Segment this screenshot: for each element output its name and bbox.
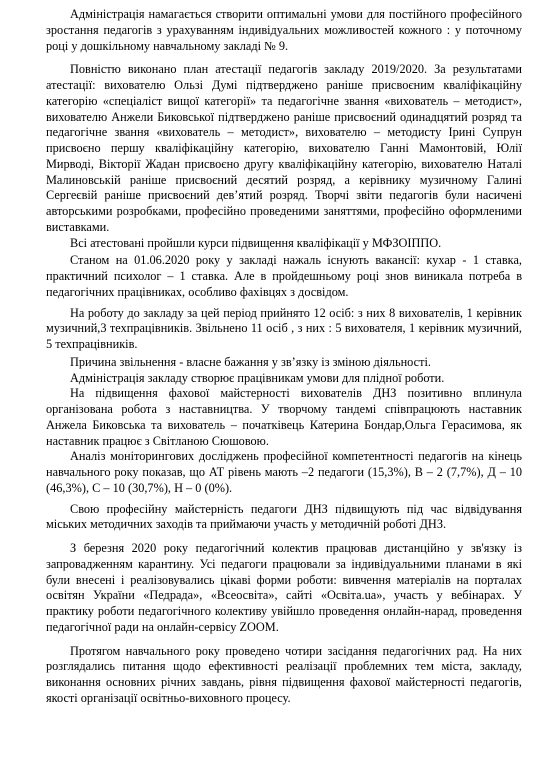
paragraph-monitoring-analysis: Аналіз моніторингових досліджень професійної компетентності педагогів на кінець навчального року показав, що АТ рівень мають –2 педагоги (15,3%), В – 2 (7,7%), Д – 10 (46,3%), С – 10 (30,7%), Н – 0 (0%). xyxy=(46,449,522,495)
paragraph-pedagogical-councils: Протягом навчального року проведено чотири засідання педагогічних рад. На них розглядались питання щодо ефективності реалізації проблемних тем міста, закладу, виконання основних річних завдань, рівня підвищення фахової майстерності педагогів, якості організації освітньо-виховного процесу. xyxy=(46,643,522,705)
document-body xyxy=(46,7,522,707)
paragraph-hiring: На роботу до закладу за цей період прийнято 12 осіб: з них 8 вихователів, 1 керівник музичний,3 техпрацівників. Звільнено 11 осіб , з них : 5 вихователя, 1 керівник музичний, 5 техпрацівників. xyxy=(46,305,522,351)
paragraph-administration-conditions: Адміністрація намагається створити оптимальні умови для постійного професійного зростання педагогів з урахуванням індивідуальних можливостей кожного : у поточному році у дошкільному навчальному закладі № 9. xyxy=(46,7,522,53)
paragraph-professional-skills: Свою професійну майстерність педагоги ДНЗ підвищують під час відвідування міських методичних заходів та приймаючи участь у методичній роботі ДНЗ. xyxy=(46,501,522,532)
paragraph-qualification-courses: Всі атестовані пройшли курси підвищення кваліфікації у МФЗОІППО. xyxy=(70,235,442,250)
paragraph-vacancies: Станом на 01.06.2020 року у закладі нажаль існують вакансії: кухар - 1 ставка, практичний психолог – 1 ставка. Але в пройдешньому році знов виникала потреба в педагогічних працівниках, особливо фахівцях з досвідом. xyxy=(46,253,522,299)
paragraph-work-conditions: Адміністрація закладу створює працівникам умови для плідної роботи. xyxy=(70,370,445,385)
paragraph-dismissal-reason: Причина звільнення - власне бажання у зв’язку із зміною діяльності. xyxy=(70,354,431,369)
paragraph-remote-work: З березня 2020 року педагогічний колектив працював дистанційно у зв'язку із запровадженням карантину. Усі педагоги працювали за індивідуальними планами в які були внесені і реалізовувались цікаві форми роботи: вивчення матеріалів на порталах освітян України «Педрада», «Всеосвіта», сайті «Освіта.ua», участь у вебінарах. У практику роботи педагогічного колективу увійшло проведення онлайн-нарад, проведення педагогічної ради на онлайн-сервісу ZOOM. xyxy=(46,541,522,634)
paragraph-mentoring: На підвищення фахової майстерності вихователів ДНЗ позитивно вплинула організована робота з наставництва. У творчому тандемі співпрацюють наставник Анжела Биковська та вихователь – початківець Катерина Бондар,Ольга Герасимова, як наставник працює з Світланою Сюшовою. xyxy=(46,386,522,448)
paragraph-attestation-results: Повністю виконано план атестації педагогів закладу 2019/2020. За результатами атестації: вихователю Ользі Думі підтверджено раніше присвоєним кваліфікаційну категорію «спеціаліст вищої категорії» та педагогічне звання «вихователь – методист», вихователю Анжели Биковської підтверджено раніше присвоєний одинадцятий розряд та педагогічне звання «вихователь – методист», вихователю – методисту Ірині Супрун присвоєно першу кваліфікаційну категорію, вихователю Ганні Мамонтовій, Юлії Мирводі, Вікторії Жадан присвоєно другу кваліфікаційну категорію, вихователю Наталі Малиновській раніше присвоєний десятий розряд, а керівнику музичному Галині Сергеєвій раніше присвоєний дев’ятий розряд. Творчі звіти педагогів були насичені авторськими розробками, професійно проведеними заняттями, професійно оформленими виставками. xyxy=(46,62,522,234)
